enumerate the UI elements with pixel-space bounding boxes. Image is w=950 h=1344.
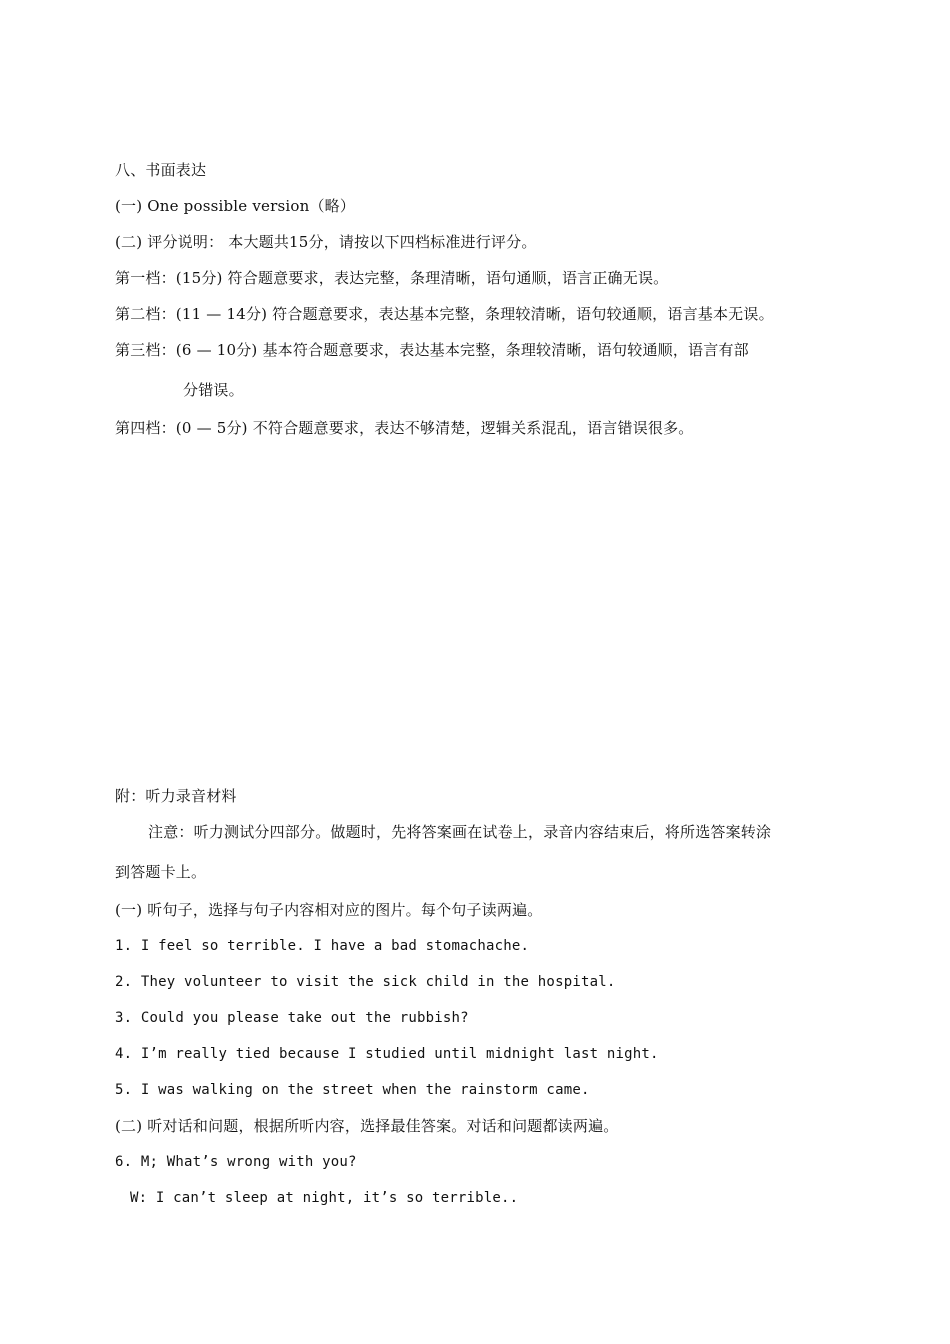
scoring-level-3: 第三档：(6 — 10分) 基本符合题意要求，表达基本完整，条理较清晰，语句较通顺，语言有部 xyxy=(115,341,749,359)
dialogue-line-woman: W: I can’t sleep at night, it’s so terrible.. xyxy=(130,1190,519,1206)
listening-sentence: 2. They volunteer to visit the sick child in the hospital. xyxy=(115,974,616,990)
listening-sentence: 4. I’m really tied because I studied until midnight last night. xyxy=(115,1046,659,1062)
listening-sentence: 1. I feel so terrible. I have a bad stomachache. xyxy=(115,938,530,954)
scoring-level-1: 第一档：(15分) 符合题意要求，表达完整，条理清晰，语句通顺，语言正确无误。 xyxy=(115,269,669,287)
listening-note-continued: 到答题卡上。 xyxy=(115,863,207,881)
scoring-level-4: 第四档：(0 — 5分) 不符合题意要求，表达不够清楚，逻辑关系混乱，语言错误很多。 xyxy=(115,419,694,437)
appendix-title: 附：听力录音材料 xyxy=(115,787,237,805)
listening-note: 注意：听力测试分四部分。做题时，先将答案画在试卷上，录音内容结束后，将所选答案转涂 xyxy=(148,823,772,841)
scoring-level-2: 第二档：(11 — 14分) 符合题意要求，表达基本完整，条理较清晰，语句较通顺，语言基本无误。 xyxy=(115,305,774,323)
listening-sentence: 5. I was walking on the street when the rainstorm came. xyxy=(115,1082,590,1098)
listening-sentence: 3. Could you please take out the rubbish? xyxy=(115,1010,469,1026)
dialogue-line-man: 6. M; What’s wrong with you? xyxy=(115,1154,357,1170)
scoring-level-3-continued: 分错误。 xyxy=(183,381,244,399)
listening-part-two-title: (二) 听对话和问题，根据所听内容，选择最佳答案。对话和问题都读两遍。 xyxy=(115,1117,619,1135)
listening-part-one-title: (一) 听句子，选择与句子内容相对应的图片。每个句子读两遍。 xyxy=(115,901,543,919)
section-title: 八、书面表达 xyxy=(115,161,207,179)
scoring-description: (二) 评分说明： 本大题共15分，请按以下四档标准进行评分。 xyxy=(115,233,537,251)
part-one-version: (一) One possible version（略） xyxy=(115,197,356,215)
